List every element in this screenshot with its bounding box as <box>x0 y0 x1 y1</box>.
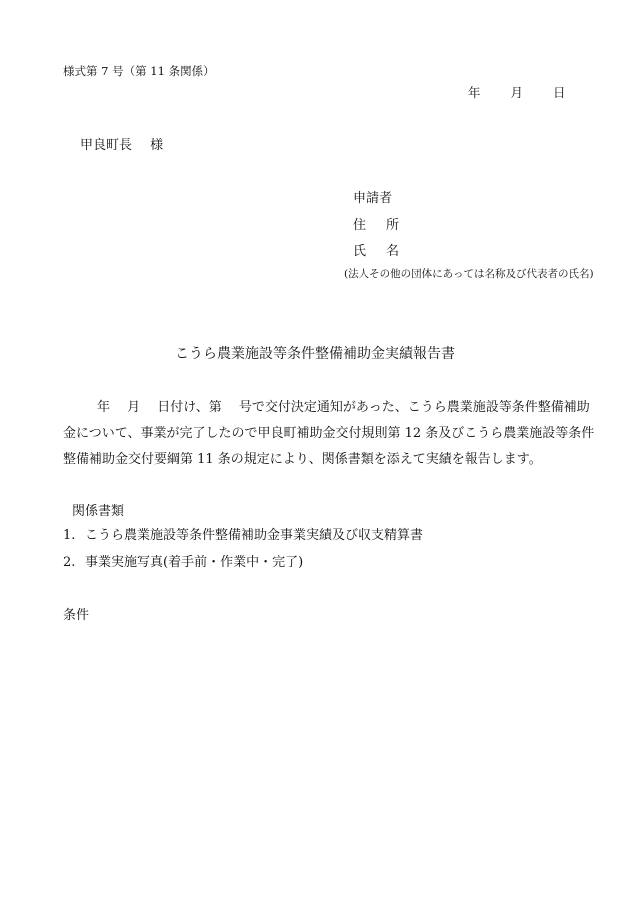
attachment-number: 2. <box>63 555 76 570</box>
form-number: 様式第 7 号（第 11 条関係） <box>63 64 215 78</box>
attachment-text: 事業実施写真(着手前・作業中・完了) <box>85 555 304 570</box>
applicant-note: (法人その他の団体にあっては名称及び代表者の氏名) <box>344 268 594 280</box>
applicant-name-label <box>353 240 399 259</box>
conditions-label: 条件 <box>63 608 90 623</box>
body-line-1: 年 月 日付け、第 号で交付決定通知があった、こうら農業施設等条件整備補助 <box>97 400 590 415</box>
date-line <box>468 83 566 101</box>
date-year-label: 年 <box>468 85 481 100</box>
body-line-2: 金について、事業が完了したので甲良町補助金交付規則第 12 条及びこうら農業施設等条件 <box>63 426 595 441</box>
applicant-label: 申請者 <box>353 191 393 206</box>
addressee-name: 甲良町長 <box>80 138 133 153</box>
attachment-text: こうら農業施設等条件整備補助金事業実績及び収支精算書 <box>85 528 424 543</box>
attachment-item <box>63 524 423 543</box>
applicant-address-label <box>353 214 399 233</box>
name-label-char-2: 名 <box>386 244 400 259</box>
address-label-char-1: 住 <box>353 218 367 233</box>
addressee-honorific: 様 <box>150 138 164 153</box>
date-day-label: 日 <box>553 85 566 100</box>
attachment-item <box>63 551 303 570</box>
document-title: こうら農業施設等条件整備補助金実績報告書 <box>175 346 455 362</box>
attachments-heading: 関係書類 <box>72 504 125 519</box>
addressee <box>80 134 163 153</box>
address-label-char-2: 所 <box>386 218 400 233</box>
body-paragraph <box>63 395 595 473</box>
date-month-label: 月 <box>510 85 524 100</box>
body-line-3: 整備補助金交付要綱第 11 条の規定により、関係書類を添えて実績を報告します。 <box>63 452 542 467</box>
attachment-number: 1. <box>63 528 76 543</box>
name-label-char-1: 氏 <box>353 244 367 259</box>
